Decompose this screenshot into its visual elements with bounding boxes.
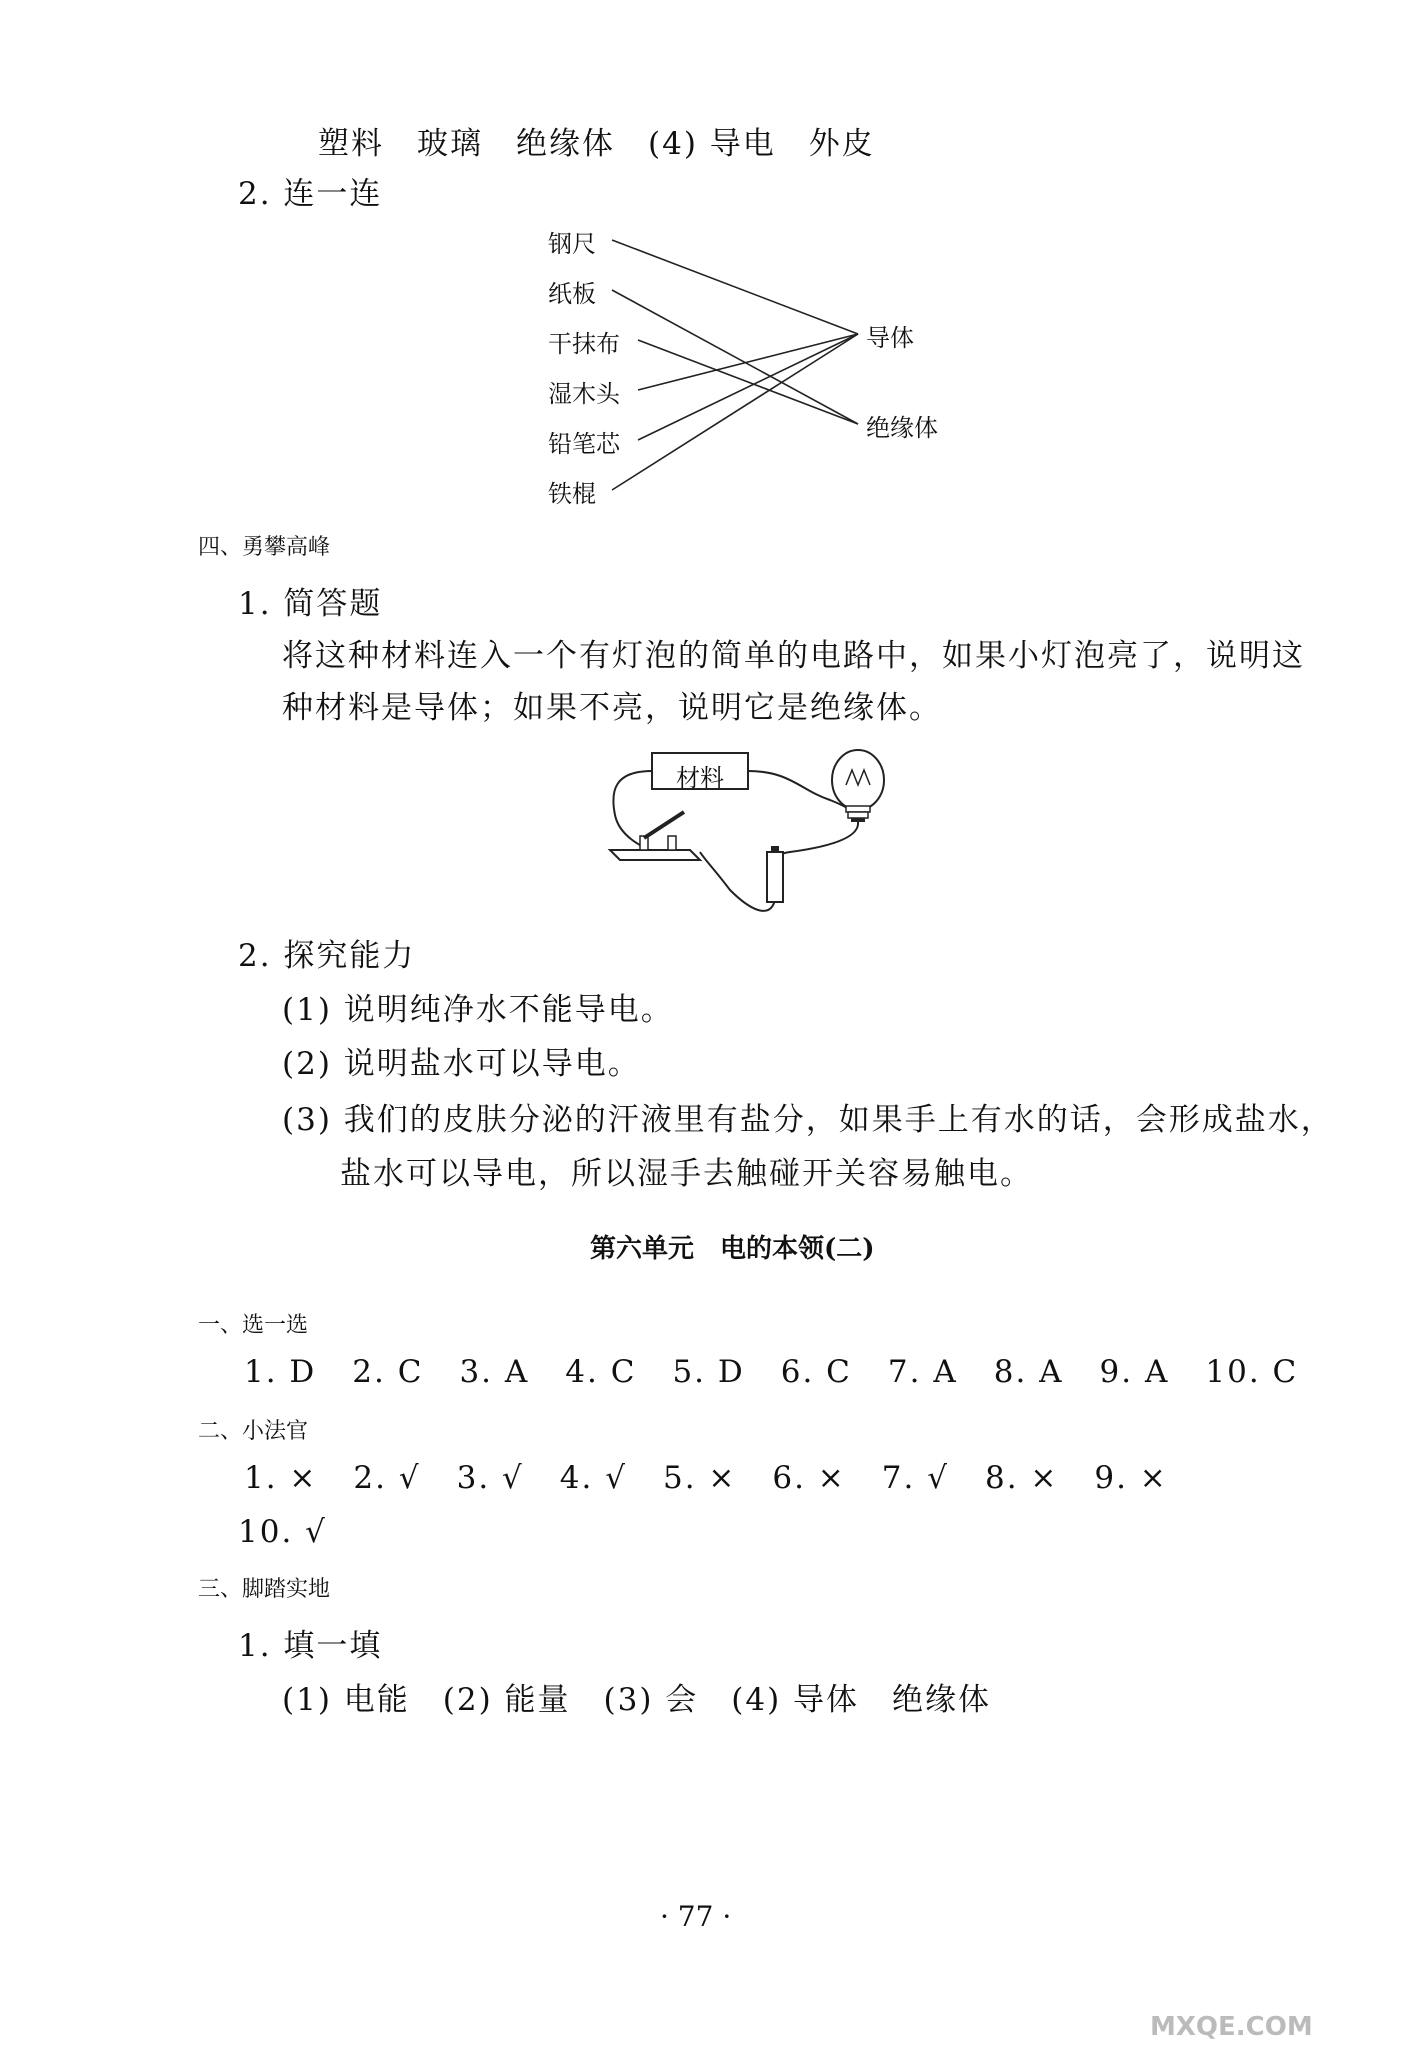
switch-icon bbox=[610, 812, 700, 860]
match-left-item: 纸板 bbox=[548, 280, 596, 308]
answer-item: 8. A bbox=[993, 1354, 1064, 1390]
page-number: · 77 · bbox=[660, 1900, 732, 1933]
answer-item: 5. D bbox=[672, 1354, 745, 1390]
q2-heading: 2. 连一连 bbox=[238, 176, 383, 212]
top-answer-line: 塑料 玻璃 绝缘体 (4) 导电 外皮 bbox=[318, 126, 875, 162]
answer-item: 7. √ bbox=[881, 1460, 949, 1496]
unit6-sec2-title: 二、小法官 bbox=[198, 1419, 309, 1444]
match-left-item: 钢尺 bbox=[548, 230, 596, 258]
answer-item: 6. C bbox=[780, 1354, 852, 1390]
wire-battery-switch bbox=[700, 852, 775, 911]
answer-item: 8. × bbox=[984, 1460, 1059, 1496]
match-left-item: 铁棍 bbox=[548, 480, 596, 508]
answer-item: 3. A bbox=[459, 1354, 530, 1390]
answer-item: 4. C bbox=[565, 1354, 637, 1390]
unit6-sec1-answers bbox=[244, 1354, 1334, 1390]
wire-bulb-battery bbox=[774, 822, 858, 870]
light-bulb-icon bbox=[832, 750, 884, 822]
match-left-item: 干抹布 bbox=[548, 330, 620, 358]
answer-item: 1. × bbox=[244, 1460, 318, 1496]
section4-q2-item2: (2) 说明盐水可以导电。 bbox=[282, 1046, 641, 1082]
unit6-sec3-title: 三、脚踏实地 bbox=[198, 1577, 331, 1602]
section4-q2-heading: 2. 探究能力 bbox=[238, 938, 416, 974]
unit6-sec2-answers-row1 bbox=[244, 1460, 1204, 1496]
answer-item: 7. A bbox=[887, 1354, 958, 1390]
match-right-item: 绝缘体 bbox=[866, 414, 938, 442]
watermark-logo: MXQE.COM bbox=[1150, 2012, 1313, 2042]
section4-q1-heading: 1. 简答题 bbox=[238, 586, 383, 622]
section4-q2-item1: (1) 说明纯净水不能导电。 bbox=[282, 992, 674, 1028]
answer-item: 10. √ bbox=[238, 1514, 327, 1550]
answer-item: 9. A bbox=[1099, 1354, 1170, 1390]
answer-item: 10. C bbox=[1205, 1354, 1299, 1390]
answer-item: 1. D bbox=[244, 1354, 317, 1390]
unit6-title: 第六单元 电的本领(二) bbox=[590, 1234, 875, 1264]
section4-title: 四、勇攀高峰 bbox=[198, 535, 331, 560]
section4-q1-line2: 种材料是导体；如果不亮，说明它是绝缘体。 bbox=[282, 690, 942, 726]
unit6-sec3-q1-heading: 1. 填一填 bbox=[238, 1628, 383, 1664]
circuit-diagram bbox=[0, 0, 1404, 1000]
answer-item: 5. × bbox=[662, 1460, 737, 1496]
answer-item: 3. √ bbox=[456, 1460, 524, 1496]
unit6-sec3-q1-answers: (1) 电能 (2) 能量 (3) 会 (4) 导体 绝缘体 bbox=[282, 1682, 992, 1718]
match-left-item: 湿木头 bbox=[548, 380, 620, 408]
answer-item: 4. √ bbox=[559, 1460, 627, 1496]
unit6-sec2-answers-row2 bbox=[238, 1514, 363, 1550]
answer-item: 2. √ bbox=[353, 1460, 421, 1496]
section4-q2-item3-line2: 盐水可以导电，所以湿手去触碰开关容易触电。 bbox=[340, 1156, 1033, 1192]
answer-item: 6. × bbox=[772, 1460, 846, 1496]
answer-item: 2. C bbox=[352, 1354, 424, 1390]
match-left-item: 铅笔芯 bbox=[548, 430, 620, 458]
battery-icon bbox=[767, 846, 783, 902]
section4-q1-line1: 将这种材料连入一个有灯泡的简单的电路中，如果小灯泡亮了，说明这 bbox=[282, 638, 1305, 674]
match-right-item: 导体 bbox=[866, 324, 914, 352]
answer-item: 9. × bbox=[1094, 1460, 1168, 1496]
material-label: 材料 bbox=[676, 764, 724, 792]
unit6-sec1-title: 一、选一选 bbox=[198, 1313, 309, 1338]
section4-q2-item3-line1: (3) 我们的皮肤分泌的汗液里有盐分，如果手上有水的话，会形成盐水， bbox=[282, 1102, 1334, 1138]
